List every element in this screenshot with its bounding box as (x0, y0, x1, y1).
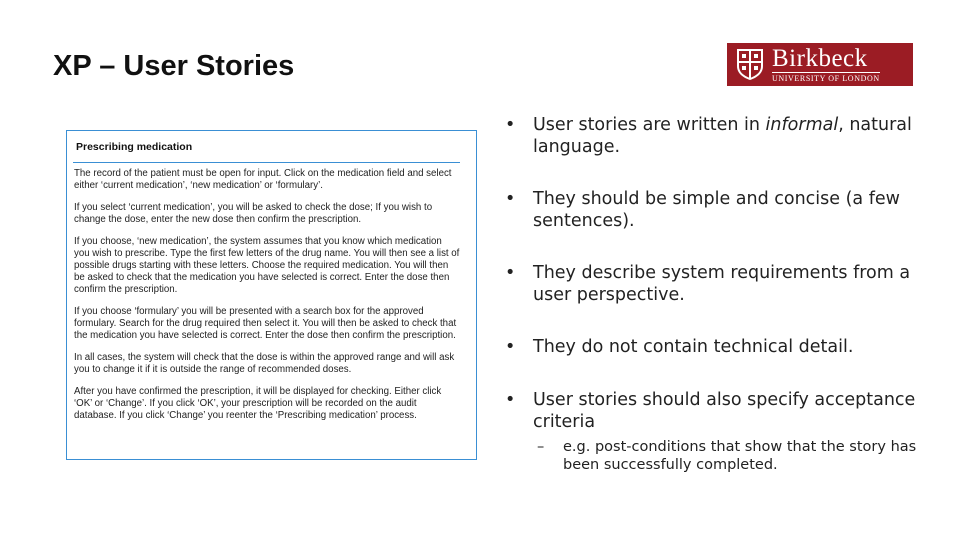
story-paragraph: If you choose ‘formulary’ you will be presented with a search box for the approved formulary. Search for the drug required then select it. You will then be asked to check that the medication you have selected is correct. Enter the dose then confirm the prescription. (74, 306, 457, 341)
bullet-item (505, 336, 925, 358)
sub-bullet-list (533, 438, 925, 474)
bullet-item (505, 114, 925, 158)
crest-icon (736, 48, 764, 81)
story-paragraph: In all cases, the system will check that the dose is within the approved range and will ask you to change it if it is outside the range of recommended doses. (74, 352, 455, 375)
bullet-text: They do not contain technical detail. (533, 337, 854, 357)
logo-name: Birkbeck (772, 44, 868, 72)
bullet-text: , natural language. (533, 115, 912, 157)
sub-bullet-text: e.g. post-conditions that show that the story has been successfully completed. (563, 439, 917, 473)
bullet-emphasis: informal (765, 115, 839, 135)
sub-bullet-item (533, 438, 925, 474)
user-story-card (66, 130, 477, 460)
slide-title: XP – User Stories (53, 50, 295, 82)
bullet-list (505, 114, 925, 474)
bullet-text: They should be simple and concise (a few sentences). (533, 189, 900, 231)
story-card-title: Prescribing medication (76, 141, 193, 153)
bullet-item (505, 262, 925, 306)
bullet-item (505, 389, 925, 474)
story-paragraph: After you have confirmed the prescription, it will be displayed for checking. Either click ‘OK’ or ‘Change’. If you click ‘OK’, your prescription will be recorded on the audit database. If you click ‘Change’ you reenter the ‘Prescribing medication’ process. (74, 386, 442, 421)
logo-subtitle: UNIVERSITY OF LONDON (772, 73, 880, 83)
bullet-text: User stories should also specify acceptance criteria (533, 390, 916, 432)
birkbeck-logo (727, 43, 913, 86)
story-paragraph: The record of the patient must be open for input. Click on the medication field and select either ‘current medication’, ‘new medication’ or ‘formulary’. (74, 168, 452, 191)
story-paragraph: If you select ‘current medication’, you will be asked to check the dose; If you wish to change the dose, enter the new dose then confirm the prescription. (74, 202, 433, 225)
bullet-text: User stories are written in (533, 115, 766, 135)
bullet-text: They describe system requirements from a user perspective. (533, 263, 911, 305)
bullet-item (505, 188, 925, 232)
story-paragraph: If you choose, ‘new medication’, the system assumes that you know which medication you wish to prescribe. Type the first few letters of the drug name. You will then see a list of possible drugs starting with these letters. Choose the required medication. You will then be asked to check that the medication you have selected is correct. Enter the dose then confirm the prescription. (74, 236, 460, 295)
